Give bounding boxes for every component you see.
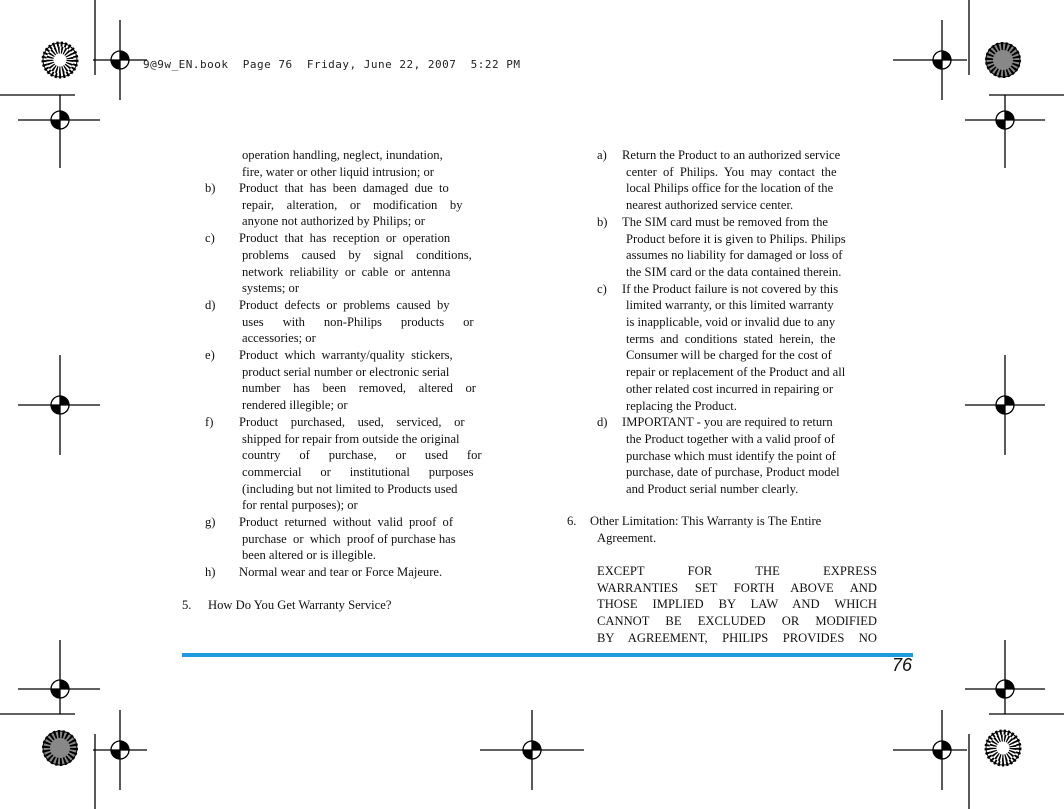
list-item-line: (including but not limited to Products used (242, 481, 458, 496)
list-item-line: Product that has been damaged due to (239, 181, 449, 195)
list-item-line: local Philips office for the location of the (626, 181, 834, 196)
list-item-line: terms and conditions stated herein, the (626, 331, 836, 346)
list-item-line: The SIM card must be removed from the (622, 214, 828, 229)
list-item-line: country of purchase, or used for (242, 448, 482, 463)
list-item-line: Normal wear and tear or Force Majeure. (239, 565, 443, 580)
list-item-label: h) (205, 565, 216, 580)
caps-line: CANNOT BE EXCLUDED OR MODIFIED (597, 614, 877, 629)
list-item-line: fire, water or other liquid intrusion; or (242, 164, 435, 179)
list-item-line: operation handling, neglect, inundation, (242, 148, 443, 162)
list-item (597, 414, 887, 498)
list-item-line: Product that has reception or operation (239, 231, 451, 246)
list-item-line: accessories; or (242, 331, 316, 346)
list-item (597, 281, 887, 415)
list-item-line: repair, alteration, or modification by (242, 197, 463, 212)
left-column (205, 147, 495, 581)
list-item (205, 414, 495, 514)
list-item-line: IMPORTANT - you are required to return (622, 415, 833, 430)
list-item-line: repair or replacement of the Product and all (626, 365, 846, 380)
list-item-line: the Product together with a valid proof of (626, 431, 835, 446)
list-item-line: purchase which must identify the point of (626, 448, 836, 463)
list-item-label: b) (597, 214, 608, 229)
list-item-line: uses with non-Philips products or (242, 314, 474, 329)
list-item (597, 214, 887, 281)
list-item-line: number has been removed, altered or (242, 381, 476, 396)
list-item-line: systems; or (242, 281, 300, 296)
list-item-line: product serial number or electronic serial (242, 364, 450, 379)
list-item-line: shipped for repair from outside the original (242, 431, 460, 446)
list-item-label: g) (205, 515, 216, 530)
section-number: 6. (567, 514, 577, 528)
list-item (205, 297, 495, 347)
left-list (205, 180, 495, 581)
section-number: 5. (182, 598, 192, 612)
list-item-line: commercial or institutional purposes (242, 464, 474, 479)
section-line: Other Limitation: This Warranty is The Entire (590, 514, 822, 528)
list-item-label: e) (205, 348, 215, 363)
caps-line: THOSE IMPLIED BY LAW AND WHICH (597, 597, 877, 612)
list-item-line: Product which warranty/quality stickers, (239, 348, 453, 363)
list-item-line: limited warranty, or this limited warranty (626, 298, 834, 313)
list-item-label: c) (205, 231, 215, 246)
list-item-line: Product defects or problems caused by (239, 297, 450, 312)
list-item (597, 147, 887, 214)
list-item-label: d) (205, 297, 216, 312)
section-title: How Do You Get Warranty Service? (208, 598, 392, 612)
list-item-label: a) (597, 148, 607, 162)
list-item-line: been altered or is illegible. (242, 548, 376, 563)
list-item-line: problems caused by signal conditions, (242, 247, 472, 262)
list-item (205, 180, 495, 230)
list-item-line: purchase, date of purchase, Product model (626, 465, 840, 480)
caps-line: WARRANTIES SET FORTH ABOVE AND (597, 580, 877, 595)
list-item-line: Product purchased, used, serviced, or (239, 414, 465, 429)
list-item-line: rendered illegible; or (242, 398, 348, 413)
list-item-line: Product returned without valid proof of (239, 515, 454, 530)
list-item (205, 564, 495, 581)
list-item-label: d) (597, 415, 608, 430)
list-item-line: other related cost incurred in repairing or (626, 381, 834, 396)
list-item-line: network reliability or cable or antenna (242, 264, 451, 279)
book-info-header: 9@9w_EN.book Page 76 Friday, June 22, 2007 5:22 PM (143, 58, 521, 71)
list-item-label: b) (205, 181, 216, 195)
list-item-line: If the Product failure is not covered by this (622, 281, 839, 296)
disclaimer-caps (597, 563, 877, 647)
section-5-heading (182, 597, 502, 614)
list-item-line: replacing the Product. (626, 398, 737, 413)
section-6 (567, 513, 887, 546)
list-item-label: c) (597, 281, 607, 296)
list-item-line: the SIM card or the data contained therein. (626, 264, 842, 279)
list-item-line: assumes no liability for damaged or loss of (626, 248, 843, 263)
list-item (205, 347, 495, 414)
list-item-line: anyone not authorized by Philips; or (242, 214, 425, 229)
caps-line: BY AGREEMENT, PHILIPS PROVIDES NO (597, 630, 877, 645)
list-item-line: nearest authorized service center. (626, 198, 794, 213)
list-item-label: f) (205, 414, 214, 429)
list-item-line: purchase or which proof of purchase has (242, 531, 456, 546)
list-item-line: for rental purposes); or (242, 498, 358, 513)
list-item (205, 514, 495, 564)
list-item-line: and Product serial number clearly. (626, 482, 799, 497)
caps-line: EXCEPT FOR THE EXPRESS (597, 564, 877, 578)
list-item-line: Return the Product to an authorized service (622, 148, 841, 162)
page-number: 76 (891, 655, 912, 675)
list-item-line: is inapplicable, void or invalid due to any (626, 315, 836, 330)
section-line: Agreement. (597, 530, 657, 545)
list-item-line: Product before it is given to Philips. Philips (626, 231, 846, 246)
right-list (597, 147, 887, 498)
list-item-line: Consumer will be charged for the cost of (626, 348, 832, 363)
list-item-line: center of Philips. You may contact the (626, 164, 837, 179)
footer-rule (182, 653, 913, 657)
list-item (205, 230, 495, 297)
right-column (597, 147, 887, 498)
list-item (205, 147, 495, 180)
